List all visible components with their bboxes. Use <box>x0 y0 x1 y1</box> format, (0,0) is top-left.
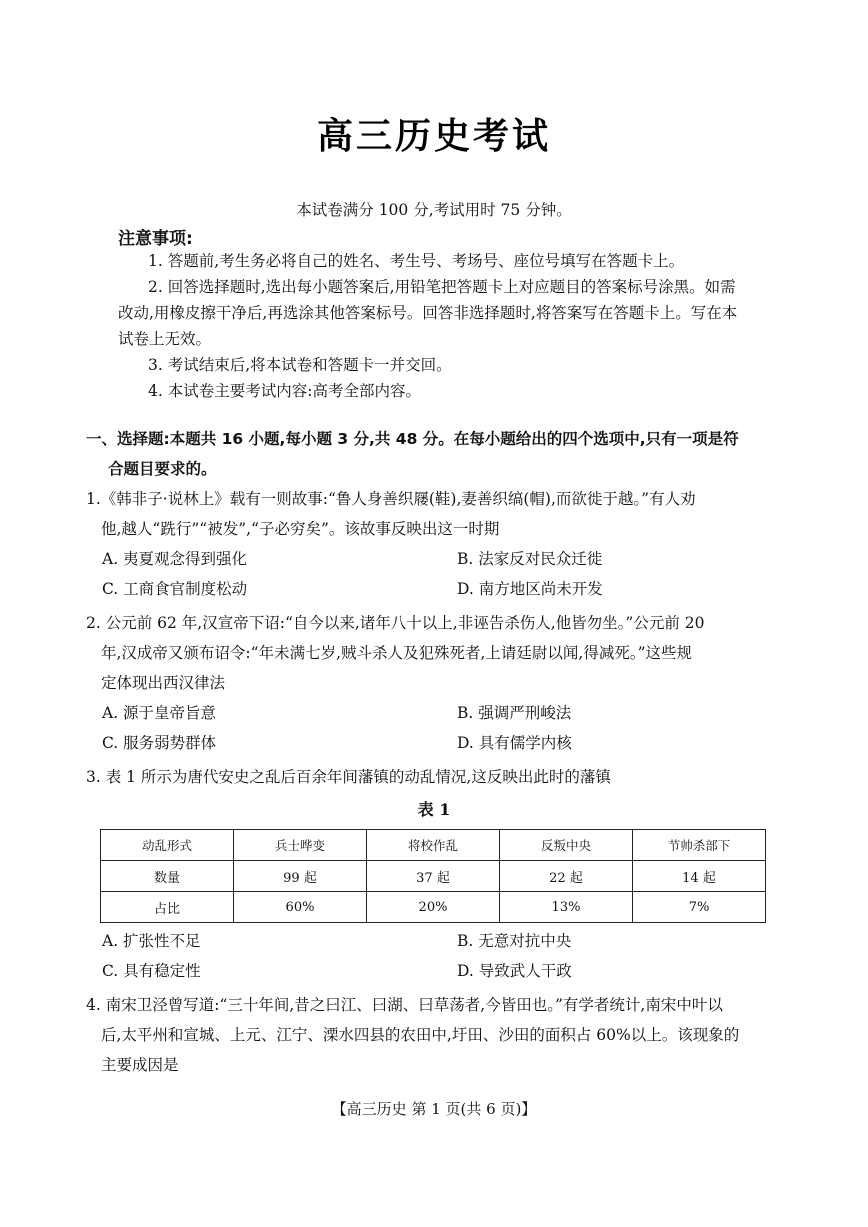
stem-line: 4. 南宋卫泾曾写道:“三十年间,昔之曰江、曰湖、曰草荡者,今皆田也。”有学者统计,南宋中叶以 <box>86 996 723 1014</box>
table-caption: 表 1 <box>417 800 451 819</box>
table-cell: 占比 <box>101 892 234 923</box>
notice-item: 1. 答题前,考生务必将自己的姓名、考生号、考场号、座位号填写在答题卡上。 <box>148 252 685 270</box>
section-heading <box>86 424 778 484</box>
table-header-cell: 反叛中央 <box>500 830 633 861</box>
options <box>86 926 780 986</box>
table-row <box>101 892 766 923</box>
stem-line: 3. 表 1 所示为唐代安史之乱后百余年间藩镇的动乱情况,这反映出此时的藩镇 <box>86 768 611 786</box>
table-cell: 14 起 <box>633 861 766 892</box>
stem-line: 1.《韩非子·说林上》载有一则故事:“鲁人身善织屦(鞋),妻善织缟(帽),而欲徙于越。”有人劝 <box>86 490 696 508</box>
stem-line: 他,越人“跣行”“被发”,“子必穷矣”。该故事反映出这一时期 <box>101 520 500 538</box>
table-row <box>101 861 766 892</box>
question-3-options <box>86 926 780 986</box>
exam-title: 高三历史考试 <box>316 116 551 157</box>
table-cell: 37 起 <box>367 861 500 892</box>
question-4 <box>86 990 780 1080</box>
section-heading-line: 一、选择题:本题共 16 小题,每小题 3 分,共 48 分。在每小题给出的四个选项中,只有一项是符 <box>86 430 739 448</box>
stem-line: 后,太平州和宣城、上元、江宁、溧水四县的农田中,圩田、沙田的面积占 60%以上。该现象的 <box>101 1026 740 1044</box>
option-b: B. 强调严刑峻法 <box>457 704 572 722</box>
option-c: C. 具有稳定性 <box>102 962 201 980</box>
notice-heading: 注意事项: <box>118 229 193 249</box>
stem-line: 定体现出西汉律法 <box>101 674 226 692</box>
question-stem <box>86 608 780 698</box>
table-header-cell: 节帅杀部下 <box>633 830 766 861</box>
table-header-row <box>101 830 766 861</box>
table-header-cell: 动乱形式 <box>101 830 234 861</box>
data-table <box>100 829 766 923</box>
notice-list <box>118 248 748 404</box>
table-cell: 20% <box>367 892 500 923</box>
options <box>86 544 780 604</box>
table-cell: 22 起 <box>500 861 633 892</box>
section-heading-line: 合题目要求的。 <box>108 460 217 478</box>
table-header-cell: 兵士哗变 <box>234 830 367 861</box>
table-cell: 99 起 <box>234 861 367 892</box>
table-cell: 7% <box>633 892 766 923</box>
notice-item: 3. 考试结束后,将本试卷和答题卡一并交回。 <box>148 356 452 374</box>
options <box>86 698 780 758</box>
table-header-cell: 将校作乱 <box>367 830 500 861</box>
option-a: A. 夷夏观念得到强化 <box>102 550 248 568</box>
exam-info: 本试卷满分 100 分,考试用时 75 分钟。 <box>296 201 572 219</box>
option-d: D. 导致武人干政 <box>457 962 572 980</box>
option-d: D. 南方地区尚未开发 <box>457 580 603 598</box>
option-b: B. 法家反对民众迁徙 <box>457 550 603 568</box>
option-c: C. 服务弱势群体 <box>102 734 217 752</box>
question-stem <box>86 990 780 1080</box>
notice-item: 4. 本试卷主要考试内容:高考全部内容。 <box>148 382 421 400</box>
question-stem <box>86 484 780 544</box>
question-3 <box>86 762 780 792</box>
page-footer: 【高三历史 第 1 页(共 6 页)】 <box>331 1100 537 1118</box>
option-c: C. 工商食官制度松动 <box>102 580 248 598</box>
stem-line: 主要成因是 <box>101 1056 179 1074</box>
table-cell: 数量 <box>101 861 234 892</box>
table-cell: 60% <box>234 892 367 923</box>
stem-line: 年,汉成帝又颁布诏令:“年未满七岁,贼斗杀人及犯殊死者,上请廷尉以闻,得减死。”这些规 <box>101 644 693 662</box>
option-a: A. 源于皇帝旨意 <box>102 704 217 722</box>
question-2 <box>86 608 780 758</box>
notice-item: 2. 回答选择题时,选出每小题答案后,用铅笔把答题卡上对应题目的答案标号涂黑。如需改动,用橡皮擦干净后,再选涂其他答案标号。回答非选择题时,将答案写在答题卡上。写在本试卷上无效。 <box>118 278 738 348</box>
question-1 <box>86 484 780 604</box>
option-d: D. 具有儒学内核 <box>457 734 572 752</box>
option-a: A. 扩张性不足 <box>102 932 201 950</box>
question-stem <box>86 762 780 792</box>
stem-line: 2. 公元前 62 年,汉宣帝下诏:“自今以来,诸年八十以上,非诬告杀伤人,他皆勿坐。”公元前 20 <box>86 614 705 632</box>
option-b: B. 无意对抗中央 <box>457 932 572 950</box>
table-cell: 13% <box>500 892 633 923</box>
